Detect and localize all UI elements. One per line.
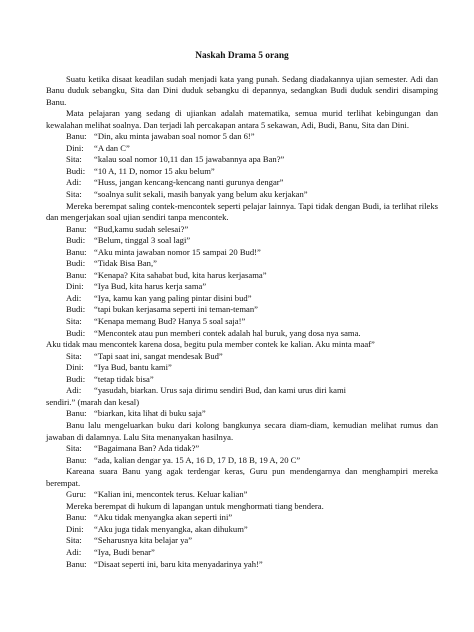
narration-paragraph: Kareana suara Banu yang agak terdengar keras, Guru pun mendengarnya dan menghampiri mereka berempat.: [46, 466, 438, 488]
speaker-name: Adi:: [66, 385, 82, 396]
dialog-line: [46, 247, 438, 259]
dialog-line: [46, 559, 438, 571]
dialog-text: “tapi bukan kerjasama seperti ini teman-teman”: [94, 304, 258, 315]
narration-paragraph: Mereka berempat di hukum di lapangan untuk menghormati tiang bendera.: [66, 500, 324, 511]
speaker-name: Banu:: [66, 454, 87, 465]
dialog-text: “Iya, kamu kan yang paling pintar disini bud”: [94, 292, 252, 303]
speaker-name: Sita:: [66, 189, 82, 200]
dialog-text: “Iya Bud, bantu kami”: [94, 362, 172, 373]
speaker-name: Adi:: [66, 177, 82, 188]
narration-paragraph: Banu lalu mengeluarkan buku dari kolong bangkunya secara diam-diam, kemudian melihat rumus dan jawaban di dalamnya. Lalu Sita menanyakan hasilnya.: [46, 419, 438, 442]
speaker-name: Budi:: [66, 373, 86, 384]
dialog-text: “Kenapa? Kita sahabat bud, kita harus kerjasama”: [94, 269, 267, 280]
dialog-text: “10 A, 11 D, nomor 15 aku belum”: [94, 165, 215, 176]
dialog-line: [46, 374, 438, 386]
dialog-line: [46, 351, 438, 363]
speaker-name: Banu:: [66, 512, 87, 523]
dialog-line: [46, 489, 438, 501]
speaker-name: Sita:: [66, 154, 82, 165]
speaker-name: Adi:: [66, 546, 82, 557]
dialog-text: “Tidak Bisa Ban,”: [94, 258, 157, 269]
dialog-line: [46, 131, 438, 143]
dialog-line: [46, 328, 438, 351]
dialog-text: “Belum, tinggal 3 soal lagi”: [94, 235, 191, 246]
dialog-line: [46, 154, 438, 166]
dialog-line: [46, 224, 438, 236]
speaker-name: Banu:: [66, 246, 87, 257]
speaker-name: Guru:: [66, 489, 87, 500]
dialog-text: “Iya, Budi benar”: [94, 546, 155, 557]
dialog-text: “Aku juga tidak menyangka, akan dihukum”: [94, 523, 248, 534]
speaker-name: Budi:: [66, 258, 86, 269]
speaker-name: Budi:: [66, 235, 86, 246]
dialog-line: [46, 270, 438, 282]
speaker-name: Dini:: [66, 281, 84, 292]
page-title: Naskah Drama 5 orang: [195, 51, 289, 61]
dialog-text: “Seharusnya kita belajar ya”: [94, 535, 193, 546]
dialog-text: “kalau soal nomor 10,11 dan 15 jawabannya apa Ban?”: [94, 154, 285, 165]
dialog-text: “Iya Bud, kita harus kerja sama”: [94, 281, 207, 292]
speaker-name: Adi:: [66, 292, 82, 303]
dialog-continuation: Aku tidak mau mencontek karena dosa, begitu pula member contek ke kalian. Aku minta maaf”: [46, 339, 375, 350]
dialog-text: “Tapi saat ini, sangat mendesak Bud”: [94, 350, 223, 361]
dialog-text: “ada, kalian dengar ya. 15 A, 16 D, 17 D, 18 B, 19 A, 20 C”: [94, 454, 301, 465]
speaker-name: Banu:: [66, 558, 87, 569]
dialog-text: “Din, aku minta jawaban soal nomor 5 dan 6!”: [94, 131, 255, 142]
speaker-name: Budi:: [66, 304, 86, 315]
speaker-name: Banu:: [66, 131, 87, 142]
dialog-line: [46, 362, 438, 374]
dialog-continuation: sendiri.” (marah dan kesal): [46, 396, 140, 407]
dialog-line: [46, 258, 438, 270]
dialog-line: [46, 143, 438, 155]
dialog-text: “Huss, jangan kencang-kencang nanti gurunya dengar”: [94, 177, 284, 188]
dialog-line: [46, 385, 438, 408]
speaker-name: Budi:: [66, 165, 86, 176]
dialog-text: “yasudah, biarkan. Urus saja dirimu sendiri Bud, dan kami urus diri kami: [94, 385, 347, 396]
dialog-line: [46, 547, 438, 559]
speaker-name: Dini:: [66, 523, 84, 534]
narration-paragraph: Mata pelajaran yang sedang di ujiankan adalah matematika, semua murid terlihat kebingungan dan kewalahan melihat soalnya. Dan terjadi lah percakapan antara 5 sekawan, Adi, Budi, Banu, Sita dan Dini.: [46, 108, 438, 130]
dialog-line: [46, 408, 438, 420]
dialog-text: “Aku tidak menyangka akan seperti ini”: [94, 512, 233, 523]
dialog-text: “Kalian ini, mencontek terus. Keluar kalian”: [94, 489, 248, 500]
dialog-line: [46, 455, 438, 467]
speaker-name: Dini:: [66, 362, 84, 373]
dialog-text: “tetap tidak bisa”: [94, 373, 154, 384]
speaker-name: Sita:: [66, 350, 82, 361]
narration-paragraph: Suatu ketika disaat keadilan sudah menjadi kata yang punah. Sedang diadakannya ujian semester. Adi dan Banu duduk sebangku, Sita dan Dini duduk sebangku di depannya, sedangkan Budi duduk sendiri disamping Banu.: [46, 73, 438, 107]
dialog-line: [46, 235, 438, 247]
dialog-line: [46, 166, 438, 178]
narration-paragraph: Mereka berempat saling contek-mencontek seperti pelajar lainnya. Tapi tidak dengan Budi, ia terlihat rileks dan mengerjakan soal ujian sendiri tanpa mencontek.: [46, 200, 438, 223]
speaker-name: Banu:: [66, 408, 87, 419]
speaker-name: Dini:: [66, 142, 84, 153]
speaker-name: Banu:: [66, 223, 87, 234]
dialog-text: “Bud,kamu sudah selesai?”: [94, 223, 189, 234]
dialog-text: “A dan C”: [94, 142, 130, 153]
dialog-line: [46, 535, 438, 547]
dialog-text: “soalnya sulit sekali, masih banyak yang belum aku kerjakan”: [94, 189, 308, 200]
speaker-name: Sita:: [66, 316, 82, 327]
dialog-text: “Mencontek atau pun memberi contek adalah hal buruk, yang dosa nya sama.: [94, 327, 361, 338]
speaker-name: Sita:: [66, 535, 82, 546]
dialog-text: “Disaat seperti ini, baru kita menyadarinya yah!”: [94, 558, 263, 569]
speaker-name: Banu:: [66, 269, 87, 280]
dialog-line: [46, 443, 438, 455]
speaker-name: Budi:: [66, 327, 86, 338]
dialog-line: [46, 512, 438, 524]
dialog-text: “Bagaimana Ban? Ada tidak?”: [94, 443, 200, 454]
dialog-line: [46, 177, 438, 189]
dialog-line: [46, 293, 438, 305]
dialog-line: [46, 524, 438, 536]
script-blocks: [46, 74, 438, 571]
speaker-name: Sita:: [66, 443, 82, 454]
script-body: [46, 51, 438, 570]
dialog-text: “Kenapa memang Bud? Hanya 5 soal saja!”: [94, 316, 246, 327]
dialog-line: [46, 304, 438, 316]
dialog-line: [46, 316, 438, 328]
dialog-line: [46, 281, 438, 293]
dialog-text: “biarkan, kita lihat di buku saja”: [94, 408, 206, 419]
dialog-text: “Aku minta jawaban nomor 15 sampai 20 Bud!”: [94, 246, 261, 257]
dialog-line: [46, 189, 438, 201]
